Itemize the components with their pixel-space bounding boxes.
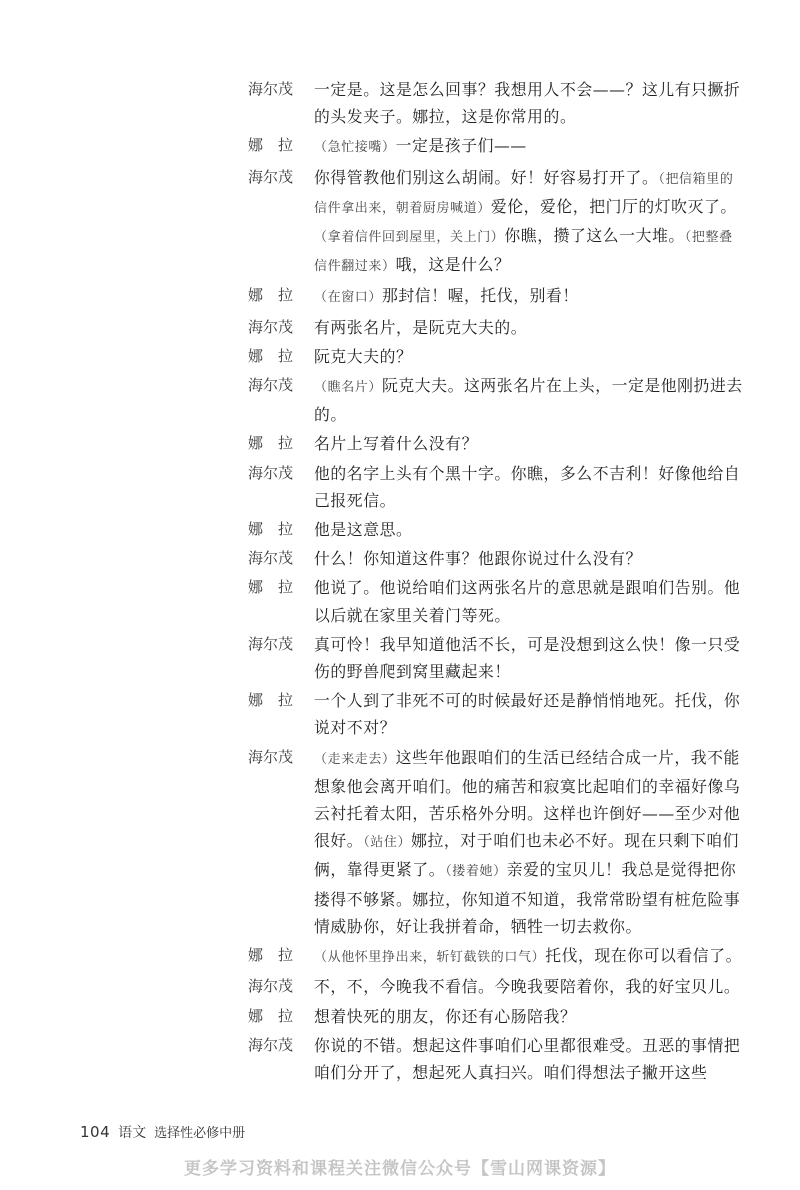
- dialogue-line: [248, 430, 768, 457]
- speech-text: [314, 631, 744, 685]
- line-text: 亲爱的宝贝儿！我总是觉得把你搂得不够紧。娜拉，你知道不知道，我常常盼望有桩危险事情威胁你，好让我拼着命，牺牲一切去救你。: [314, 860, 741, 936]
- speaker-name: 海尔茂: [248, 167, 294, 186]
- stage-direction: （在窗口）: [314, 290, 383, 306]
- line-text: 想着快死的朋友，你还有心肠陪我？: [314, 1006, 577, 1026]
- speech-text: [314, 687, 744, 741]
- speaker-name: 娜 拉: [248, 1006, 294, 1025]
- speaker-name: 娜 拉: [248, 578, 294, 597]
- speaker-name: 海尔茂: [248, 977, 294, 996]
- speech-text: [314, 372, 744, 428]
- speech-text: [314, 76, 744, 130]
- dialogue-line: [248, 574, 768, 628]
- line-text: 阮克大夫的？: [314, 346, 413, 366]
- line-text: 那封信！喔，托伐，别看！: [382, 286, 579, 306]
- speech-text: [314, 132, 744, 161]
- dialogue-line: [248, 76, 768, 130]
- speaker-name: 海尔茂: [248, 747, 294, 766]
- speaker-name: 海尔茂: [248, 549, 294, 568]
- speech-text: [314, 1032, 744, 1086]
- line-text: 他是这意思。: [314, 520, 413, 540]
- page-footer: [80, 1122, 245, 1142]
- line-text: 什么！你知道这件事？他跟你说过什么没有？: [314, 549, 642, 569]
- speech-text: [314, 343, 744, 370]
- dialogue-line: [248, 631, 768, 685]
- dialogue-line: [248, 545, 768, 572]
- speaker-name: 海尔茂: [248, 634, 294, 653]
- dialogue-line: [248, 1032, 768, 1086]
- dialogue-line: [248, 460, 768, 514]
- speech-text: [314, 516, 744, 543]
- line-text: 你瞧，攒了这么一大堆。: [504, 226, 685, 246]
- line-text: 这些年他跟咱们的生活已经结合成一片，我不能想象他会离开咱们。他的痛苦和寂寞比起咱们的幸福好像乌云衬托着太阳，苦乐格外分明。这样也许倒好——至少对他很好。: [314, 747, 741, 851]
- stage-direction: （拿着信件回到屋里，关上门）: [314, 230, 505, 246]
- line-text: 一定是。这是怎么回事？我想用人不会——？这儿有只撅折的头发夹子。娜拉，这是你常用的。: [314, 80, 741, 127]
- line-text: 有两张名片，是阮克大夫的。: [314, 317, 528, 337]
- dialogue-line: [248, 343, 768, 370]
- subject-label: 语文: [118, 1125, 147, 1141]
- stage-direction: （走来走去）: [314, 751, 396, 767]
- play-dialogue: [248, 76, 768, 1088]
- dialogue-line: [248, 372, 768, 428]
- speaker-name: 娜 拉: [248, 946, 294, 965]
- line-text: 托伐，现在你可以看信了。: [545, 946, 742, 966]
- line-text: 他的名字上头有个黑十字。你瞧，多么不吉利！好像他给自己报死信。: [314, 463, 741, 510]
- dialogue-line: [248, 973, 768, 1000]
- line-text: 你得管教他们别这么胡闹。好！好容易打开了。: [314, 167, 659, 187]
- line-text: 一个人到了非死不可的时候最好还是静悄悄地死。托伐，你说对不对？: [314, 691, 741, 738]
- stage-direction: （把整叠信件翻过来）: [314, 230, 733, 275]
- speaker-name: 海尔茂: [248, 80, 294, 98]
- stage-direction: （急忙接嘴）: [314, 140, 396, 156]
- line-text: 不，不，今晚我不看信。今晚我要陪着你，我的好宝贝儿。: [314, 977, 741, 997]
- dialogue-line: [248, 132, 768, 161]
- speaker-name: 娜 拉: [248, 346, 294, 365]
- speech-text: [314, 430, 744, 457]
- dialogue-line: [248, 516, 768, 543]
- speech-text: [314, 973, 744, 1000]
- speech-text: [314, 282, 744, 311]
- speaker-name: 娜 拉: [248, 691, 294, 710]
- speaker-name: 娜 拉: [248, 520, 294, 539]
- line-text: 爱伦，爱伦，把门厅的灯吹灭了。: [490, 196, 737, 216]
- line-text: 你说的不错。想起这件事咱们心里都很难受。丑恶的事情把咱们分开了，想起死人真扫兴。咱们得想法子撇开这些: [314, 1035, 741, 1082]
- line-text: 他说了。他说给咱们这两张名片的意思就是跟咱们告别。他以后就在家里关着门等死。: [314, 578, 741, 625]
- line-text: 真可怜！我早知道他活不长，可是没想到这么快！像一只受伤的野兽爬到窝里藏起来！: [314, 634, 741, 682]
- dialogue-line: [248, 1003, 768, 1030]
- page-number: 104: [80, 1123, 111, 1141]
- speech-text: [314, 1003, 744, 1030]
- dialogue-line: [248, 744, 768, 940]
- stage-direction: （从他怀里挣出来，斩钉截铁的口气）: [314, 950, 546, 966]
- stage-direction: （搂着她）: [445, 864, 507, 880]
- line-text: 一定是孩子们——: [395, 136, 527, 156]
- speaker-name: 海尔茂: [248, 463, 294, 482]
- line-text: 哦，这是什么？: [395, 255, 511, 275]
- speaker-name: 娜 拉: [248, 286, 294, 305]
- stage-direction: （站住）: [363, 835, 412, 851]
- line-text: 娜拉，对于咱们也未必不好。现在只剩下咱们俩，靠得更紧了。: [314, 831, 740, 880]
- dialogue-line: [248, 942, 768, 971]
- stage-direction: （把信箱里的信件拿出来，朝着厨房喊道）: [314, 171, 734, 216]
- line-text: 阮克大夫。这两张名片在上头，一定是他刚扔进去的。: [314, 376, 743, 425]
- speaker-name: 海尔茂: [248, 1035, 294, 1054]
- speech-text: [314, 942, 744, 971]
- speech-text: [314, 744, 744, 940]
- dialogue-line: [248, 164, 768, 281]
- speaker-name: 海尔茂: [248, 317, 294, 336]
- speech-text: [314, 460, 744, 514]
- speech-text: [314, 574, 744, 628]
- dialogue-line: [248, 314, 768, 341]
- dialogue-line: [248, 282, 768, 311]
- line-text: 名片上写着什么没有？: [314, 434, 478, 454]
- speech-text: [314, 545, 744, 572]
- speech-text: [314, 314, 744, 341]
- dialogue-line: [248, 687, 768, 741]
- watermark-text: 更多学习资料和课程关注微信公众号【雪山网课资源】: [184, 1159, 616, 1179]
- stage-direction: （瞧名片）: [314, 380, 383, 396]
- speech-text: [314, 164, 744, 281]
- speaker-name: 娜 拉: [248, 434, 294, 453]
- speaker-name: 海尔茂: [248, 376, 294, 395]
- speaker-name: 娜 拉: [248, 136, 294, 155]
- volume-label: 选择性必修中册: [154, 1126, 246, 1141]
